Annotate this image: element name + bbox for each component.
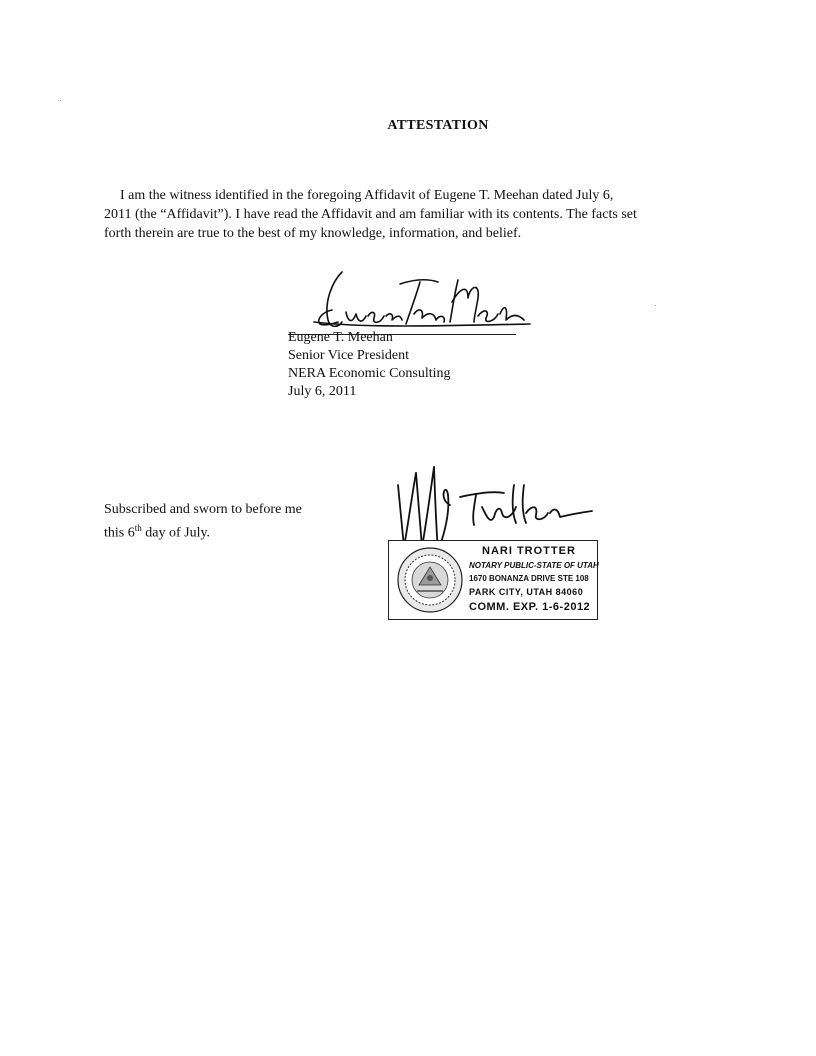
stamp-line-4: PARK CITY, UTAH 84060 — [469, 587, 584, 597]
sworn-line-2-suffix: day of July. — [141, 525, 211, 541]
stamp-line-2: NOTARY PUBLIC-STATE OF UTAH — [469, 561, 599, 570]
notary-seal — [395, 545, 465, 615]
body-line-3: forth therein are true to the best of my knowledge, information, and belief. — [104, 226, 522, 241]
scan-speck — [655, 305, 656, 306]
signatory-title: Senior Vice President — [288, 348, 409, 363]
stamp-name: NARI TROTTER — [482, 545, 576, 557]
stamp-line-3: 1670 BONANZA DRIVE STE 108 — [469, 574, 589, 583]
body-line-1: I am the witness identified in the foregoing Affidavit of Eugene T. Meehan dated July 6, — [120, 188, 614, 203]
signatory-date: July 6, 2011 — [288, 384, 357, 399]
sworn-statement — [104, 501, 302, 543]
signatory-company: NERA Economic Consulting — [288, 366, 451, 381]
stamp-line-5: COMM. EXP. 1-6-2012 — [469, 601, 591, 613]
signature-block — [288, 262, 548, 412]
scan-speck — [60, 100, 61, 101]
body-line-2: 2011 (the “Affidavit”). I have read the Affidavit and am familiar with its contents. The facts set — [104, 207, 637, 222]
signatory-name: Eugene T. Meehan — [288, 330, 393, 345]
sworn-line-1: Subscribed and sworn to before me — [104, 502, 302, 517]
document-title: ATTESTATION — [387, 118, 489, 133]
sworn-line-2-sup: th — [134, 523, 142, 533]
sworn-line-2 — [104, 519, 302, 543]
notary-stamp — [388, 540, 598, 620]
sworn-line-2-prefix: this 6 — [104, 525, 135, 541]
